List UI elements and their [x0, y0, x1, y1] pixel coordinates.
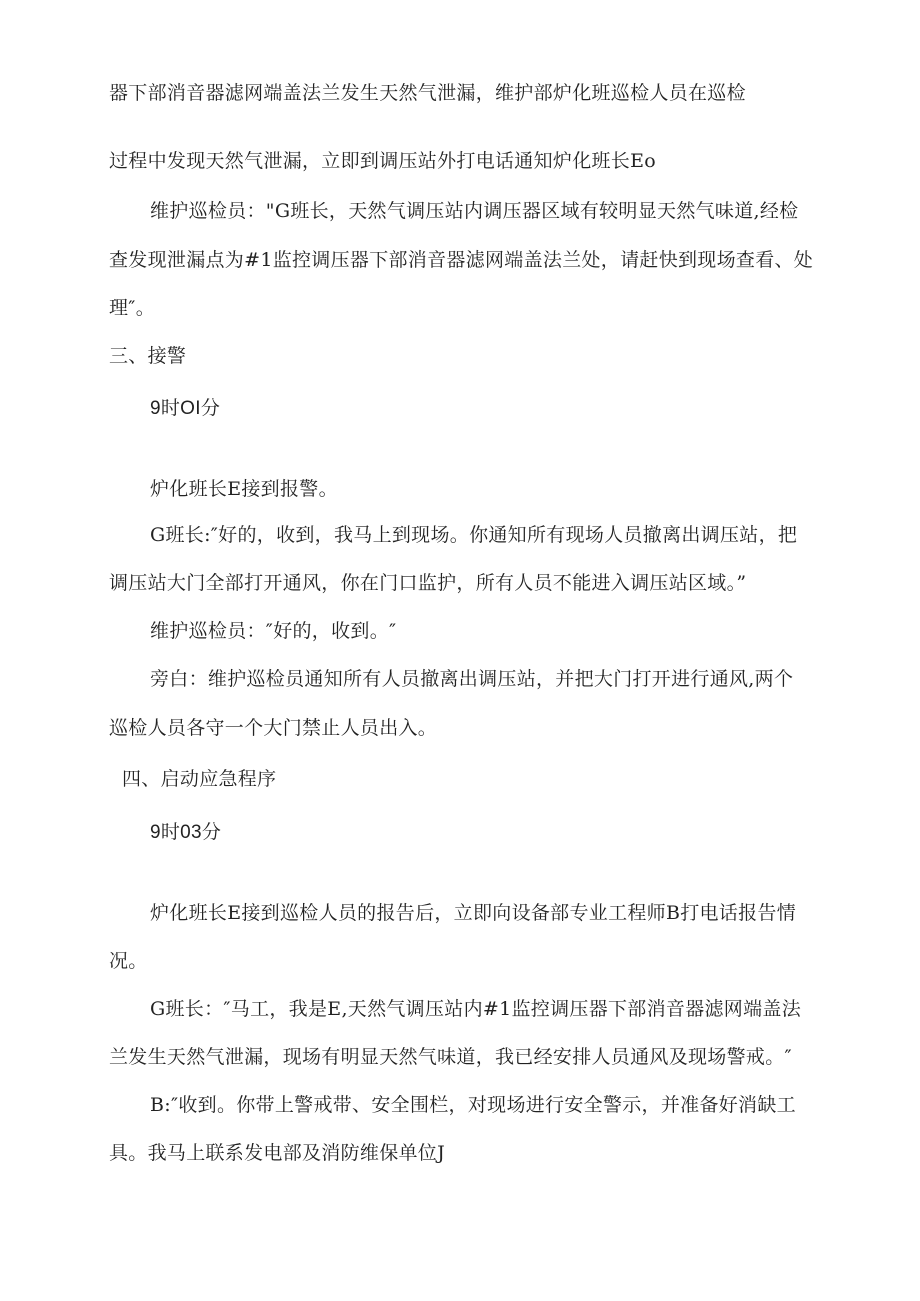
paragraph-4-line-1: G班长:″好的，收到，我马上到现场。你通知所有现场人员撤离出调压站，把 — [150, 524, 798, 546]
paragraph-7-line-2: 况。 — [109, 950, 148, 972]
paragraph-1-line-2: 过程中发现天然气泄漏，立即到调压站外打电话通知炉化班长Eo — [109, 150, 657, 172]
timestamp-0901: 9时OI分 — [150, 398, 221, 419]
timestamp-0903: 9时03分 — [150, 822, 222, 843]
paragraph-2-line-2: 查发现泄漏点为#1监控调压器下部消音器滤网端盖法兰处，请赶快到现场查看、处 — [109, 249, 814, 271]
paragraph-8-line-2: 兰发生天然气泄漏，现场有明显天然气味道，我已经安排人员通风及现场警戒。″ — [109, 1046, 792, 1068]
paragraph-5: 维护巡检员：″好的，收到。″ — [150, 620, 397, 642]
paragraph-1-line-1: 器下部消音器滤网端盖法兰发生天然气泄漏，维护部炉化班巡检人员在巡检 — [109, 82, 746, 104]
section-heading-emergency-procedure: 四、启动应急程序 — [122, 768, 277, 790]
section-heading-receive-alarm: 三、接警 — [109, 345, 187, 367]
paragraph-9-line-1: B:″收到。你带上警戒带、安全围栏，对现场进行安全警示，并准备好消缺工 — [150, 1094, 796, 1116]
paragraph-2-line-3: 理″。 — [109, 297, 155, 319]
paragraph-6-line-1: 旁白：维护巡检员通知所有人员撤离出调压站，并把大门打开进行通风,两个 — [150, 668, 794, 690]
paragraph-6-line-2: 巡检人员各守一个大门禁止人员出入。 — [109, 717, 438, 739]
paragraph-8-line-1: G班长：″马工，我是E,天然气调压站内#1监控调压器下部消音器滤网端盖法 — [150, 998, 801, 1020]
paragraph-4-line-2: 调压站大门全部打开通风，你在门口监护，所有人员不能进入调压站区域。” — [109, 572, 747, 594]
paragraph-3: 炉化班长E接到报警。 — [150, 478, 338, 500]
paragraph-9-line-2: 具。我马上联系发电部及消防维保单位J — [109, 1142, 446, 1164]
paragraph-7-line-1: 炉化班长E接到巡检人员的报告后，立即向设备部专业工程师B打电话报告情 — [150, 902, 797, 924]
paragraph-2-line-1: 维护巡检员："G班长，天然气调压站内调压器区域有较明显天然气味道,经检 — [150, 200, 799, 222]
